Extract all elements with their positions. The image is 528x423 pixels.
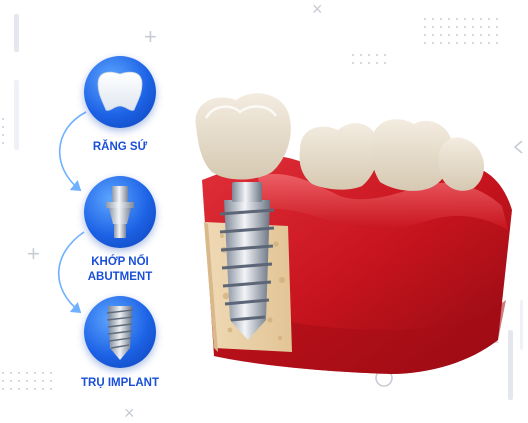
close-x-icon: × [124, 403, 135, 423]
step-label-crown: RĂNG SỨ [92, 141, 148, 153]
close-x-icon: × [312, 0, 323, 19]
plus-icon: + [27, 241, 40, 266]
plus-icon: + [144, 24, 157, 49]
step-label-abutment-line1: KHỚP NỐI [91, 256, 149, 268]
step-label-implant: TRỤ IMPLANT [81, 377, 159, 389]
step-label-abutment-line2: ABUTMENT [87, 271, 153, 283]
